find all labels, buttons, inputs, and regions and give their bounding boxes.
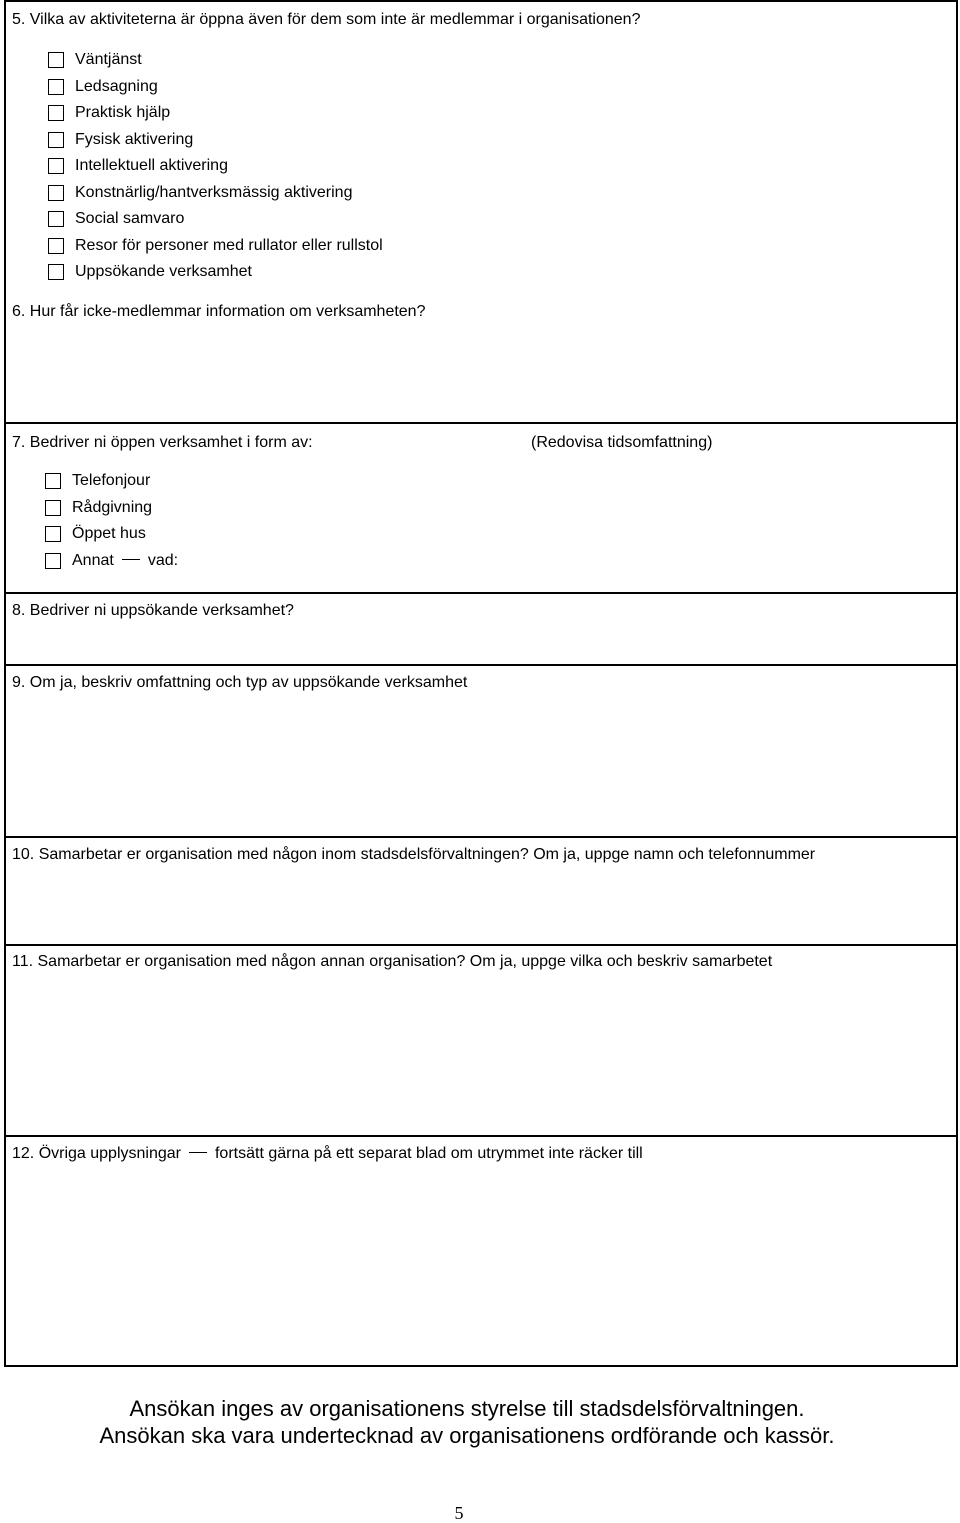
checkbox[interactable] [45, 553, 61, 569]
checkbox[interactable] [48, 264, 64, 280]
option-label: Telefonjour [72, 472, 151, 490]
q5-option-social-samvaro[interactable] [48, 206, 383, 233]
q7-option-annat[interactable] [45, 548, 178, 575]
q5-option-uppsokande-verksamhet[interactable] [48, 259, 383, 286]
option-label: Annat [72, 551, 114, 569]
checkbox[interactable] [45, 526, 61, 542]
section-q12[interactable] [6, 1135, 956, 1365]
section-q11[interactable] [6, 944, 956, 1135]
option-suffix: vad: [147, 551, 179, 569]
option-label: Resor för personer med rullator eller rullstol [75, 236, 383, 254]
q7-options-list [45, 468, 178, 574]
q7-option-oppet-hus[interactable] [45, 521, 178, 548]
page-number: 5 [454, 1503, 464, 1523]
option-label: Uppsökande verksamhet [75, 263, 252, 281]
option-label: Öppet hus [72, 525, 146, 543]
option-label: Ledsagning [75, 77, 158, 95]
footer-line-1: Ansökan inges av organisationens styrelse till stadsdelsförvaltningen. [129, 1396, 805, 1421]
q5-option-konstnarlig-aktivering[interactable] [48, 180, 383, 207]
section-q10[interactable] [6, 836, 956, 944]
q5-option-vantjanst[interactable] [48, 47, 383, 74]
question-6-text: 6. Hur får icke-medlemmar information om verksamheten? [12, 303, 426, 320]
option-label: Praktisk hjälp [75, 104, 171, 122]
section-q7 [6, 422, 956, 592]
section-q9[interactable] [6, 664, 956, 836]
option-label: Väntjänst [75, 51, 142, 69]
dash-separator [189, 1152, 207, 1153]
section-q6[interactable] [6, 292, 956, 422]
question-11-text: 11. Samarbetar er organisation med någon annan organisation? Om ja, uppge vilka och beskriv samarbetet [12, 953, 773, 970]
q5-option-ledsagning[interactable] [48, 74, 383, 101]
q5-option-praktisk-hjalp[interactable] [48, 100, 383, 127]
question-10-text: 10. Samarbetar er organisation med någon inom stadsdelsförvaltningen? Om ja, uppge namn och telefonnummer [12, 846, 816, 863]
q7-option-telefonjour[interactable] [45, 468, 178, 495]
checkbox[interactable] [48, 238, 64, 254]
q5-option-resor[interactable] [48, 233, 383, 260]
checkbox[interactable] [48, 105, 64, 121]
option-label: Rådgivning [72, 498, 153, 516]
checkbox[interactable] [48, 52, 64, 68]
q5-options-list [48, 47, 383, 286]
application-form-table [4, 0, 958, 1367]
section-q5 [6, 2, 956, 292]
section-q8[interactable] [6, 592, 956, 664]
question-5-text: 5. Vilka av aktiviteterna är öppna även för dem som inte är medlemmar i organisationen? [12, 11, 641, 28]
checkbox[interactable] [45, 473, 61, 489]
checkbox[interactable] [48, 211, 64, 227]
option-label: Intellektuell aktivering [75, 157, 228, 175]
checkbox[interactable] [48, 185, 64, 201]
checkbox[interactable] [45, 500, 61, 516]
checkbox[interactable] [48, 132, 64, 148]
question-12-text [12, 1144, 643, 1164]
q5-option-fysisk-aktivering[interactable] [48, 127, 383, 154]
question-7-note: (Redovisa tidsomfattning) [531, 434, 713, 451]
question-12-suffix: fortsätt gärna på ett separat blad om utrymmet inte räcker till [214, 1145, 643, 1162]
option-label: Fysisk aktivering [75, 130, 194, 148]
question-7-text: 7. Bedriver ni öppen verksamhet i form av: [12, 434, 313, 451]
checkbox[interactable] [48, 158, 64, 174]
footer-line-2: Ansökan ska vara undertecknad av organisationens ordförande och kassör. [99, 1423, 835, 1448]
q5-option-intellektuell-aktivering[interactable] [48, 153, 383, 180]
question-8-text: 8. Bedriver ni uppsökande verksamhet? [12, 602, 294, 619]
question-12-prefix: 12. Övriga upplysningar [12, 1145, 181, 1162]
dash-separator [122, 559, 140, 560]
option-label: Social samvaro [75, 210, 185, 228]
question-9-text: 9. Om ja, beskriv omfattning och typ av uppsökande verksamhet [12, 674, 468, 691]
option-label: Konstnärlig/hantverksmässig aktivering [75, 183, 353, 201]
checkbox[interactable] [48, 79, 64, 95]
q7-option-radgivning[interactable] [45, 495, 178, 522]
